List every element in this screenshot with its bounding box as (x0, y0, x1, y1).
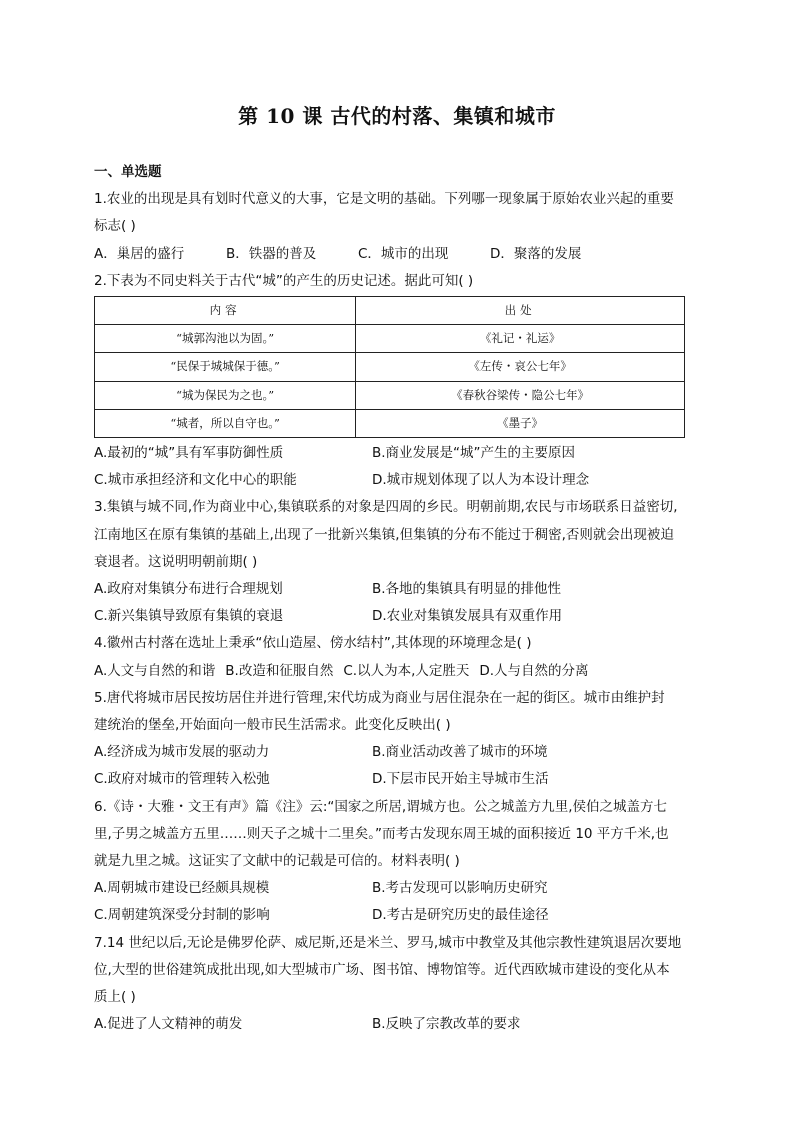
option-b: B.反映了宗教改革的要求 (372, 1016, 521, 1033)
option-row (94, 739, 704, 766)
option-row (94, 241, 704, 268)
source-table (94, 296, 685, 438)
table-cell-source: 《左传・哀公七年》 (356, 353, 685, 381)
question-stem: 里,子男之城盖方五里……则天子之城十二里矣。”而考古发现东周王城的面积接近 10 平方千米,也 (94, 825, 669, 842)
question-6 (94, 794, 704, 930)
option-d: D.人与自然的分离 (479, 662, 589, 679)
question-stem: 衰退者。这说明明朝前期( ) (94, 553, 258, 570)
option-row (94, 603, 704, 630)
question-stem: 3.集镇与城不同,作为商业中心,集镇联系的对象是四周的乡民。明朝前期,农民与市场联系日益密切, (94, 499, 678, 516)
option-b: B.商业活动改善了城市的环境 (372, 744, 548, 761)
question-stem: 5.唐代将城市居民按坊居住并进行管理,宋代坊成为商业与居住混杂在一起的街区。城市由维护封 (94, 689, 665, 706)
question-stem: 标志( ) (94, 218, 136, 235)
option-c: C.新兴集镇导致原有集镇的衰退 (94, 608, 284, 625)
option-b: B.各地的集镇具有明显的排他性 (372, 581, 562, 598)
option-a: A．巢居的盛行 (94, 245, 185, 262)
option-a: A.人文与自然的和谐 (94, 662, 216, 679)
table-cell-source: 《春秋谷梁传・隐公七年》 (356, 381, 685, 409)
question-stem: 2.下表为不同史料关于古代“城”的产生的历史记述。据此可知( ) (94, 272, 474, 289)
question-stem: 6.《诗・大雅・文王有声》篇《注》云:“国家之所居,谓城方也。公之城盖方九里,侯伯之城盖方七 (94, 798, 668, 815)
option-a: A.最初的“城”具有军事防御性质 (94, 445, 284, 462)
option-row (94, 1011, 704, 1038)
option-d: D.城市规划体现了以人为本设计理念 (372, 472, 590, 489)
question-stem: 位,大型的世俗建筑成批出现,如大型城市广场、图书馆、博物馆等。近代西欧城市建设的变化从本 (94, 961, 670, 978)
option-d: D．聚落的发展 (490, 245, 582, 262)
table-cell-content: “城郭沟池以为固。” (95, 325, 356, 353)
option-a: A.周朝城市建设已经颇具规模 (94, 880, 270, 897)
option-d: D.考古是研究历史的最佳途径 (372, 907, 549, 924)
option-a: A.促进了人文精神的萌发 (94, 1016, 243, 1033)
question-stem: 4.徽州古村落在选址上秉承“依山造屋、傍水结村”,其体现的环境理念是( ) (94, 635, 532, 652)
question-stem: 1.农业的出现是具有划时代意义的大事，它是文明的基础。下列哪一现象属于原始农业兴起的重要 (94, 191, 674, 208)
question-2 (94, 268, 704, 495)
option-c: C.政府对城市的管理转入松弛 (94, 771, 270, 788)
option-row (94, 658, 704, 685)
option-row (94, 440, 704, 467)
option-c: C.周朝建筑深受分封制的影响 (94, 907, 270, 924)
table-cell-source: 《礼记・礼运》 (356, 325, 685, 353)
question-4 (94, 630, 704, 684)
table-row (95, 381, 685, 409)
table-row (95, 325, 685, 353)
question-1 (94, 186, 704, 268)
question-stem: 建统治的堡垒,开始面向一般市民生活需求。此变化反映出( ) (94, 717, 451, 734)
question-list (94, 159, 704, 1039)
table-cell-content: “城者，所以自守也。” (95, 409, 356, 437)
option-b: B.改造和征服自然 (225, 662, 334, 679)
option-a: A.经济成为城市发展的驱动力 (94, 744, 270, 761)
option-c: C.以人为本,人定胜天 (343, 662, 470, 679)
question-5 (94, 685, 704, 794)
table-cell-source: 《墨子》 (356, 409, 685, 437)
question-7 (94, 930, 704, 1039)
table-header-content: 内容 (95, 297, 356, 325)
option-b: B.商业发展是“城”产生的主要原因 (372, 445, 576, 462)
option-a: A.政府对集镇分布进行合理规划 (94, 581, 283, 598)
question-stem: 就是九里之城。这证实了文献中的记载是可信的。材料表明( ) (94, 853, 460, 870)
table-cell-content: “城为保民为之也。” (95, 381, 356, 409)
option-row (94, 875, 704, 902)
table-row (95, 353, 685, 381)
table-cell-content: “民保于城城保于德。” (95, 353, 356, 381)
option-b: B.考古发现可以影响历史研究 (372, 880, 548, 897)
question-stem: 质上( ) (94, 989, 136, 1006)
option-c: C.城市承担经济和文化中心的职能 (94, 472, 297, 489)
option-row (94, 576, 704, 603)
option-c: C．城市的出现 (358, 245, 449, 262)
question-3 (94, 494, 704, 630)
option-b: B．铁器的普及 (226, 245, 317, 262)
table-header-source: 出处 (356, 297, 685, 325)
option-row (94, 766, 704, 793)
question-stem: 江南地区在原有集镇的基础上,出现了一批新兴集镇,但集镇的分布不能过于稠密,否则就会出现被迫 (94, 526, 674, 543)
section-heading: 一、单选题 (94, 164, 162, 180)
table-header-row (95, 297, 685, 325)
question-stem: 7.14 世纪以后,无论是佛罗伦萨、威尼斯,还是米兰、罗马,城市中教堂及其他宗教性建筑退居次要地 (94, 934, 682, 951)
table-row (95, 409, 685, 437)
option-d: D.下层市民开始主导城市生活 (372, 771, 549, 788)
option-row (94, 902, 704, 929)
page-title: 第 10 课 古代的村落、集镇和城市 (238, 104, 556, 128)
option-d: D.农业对集镇发展具有双重作用 (372, 608, 563, 625)
option-row (94, 467, 704, 494)
